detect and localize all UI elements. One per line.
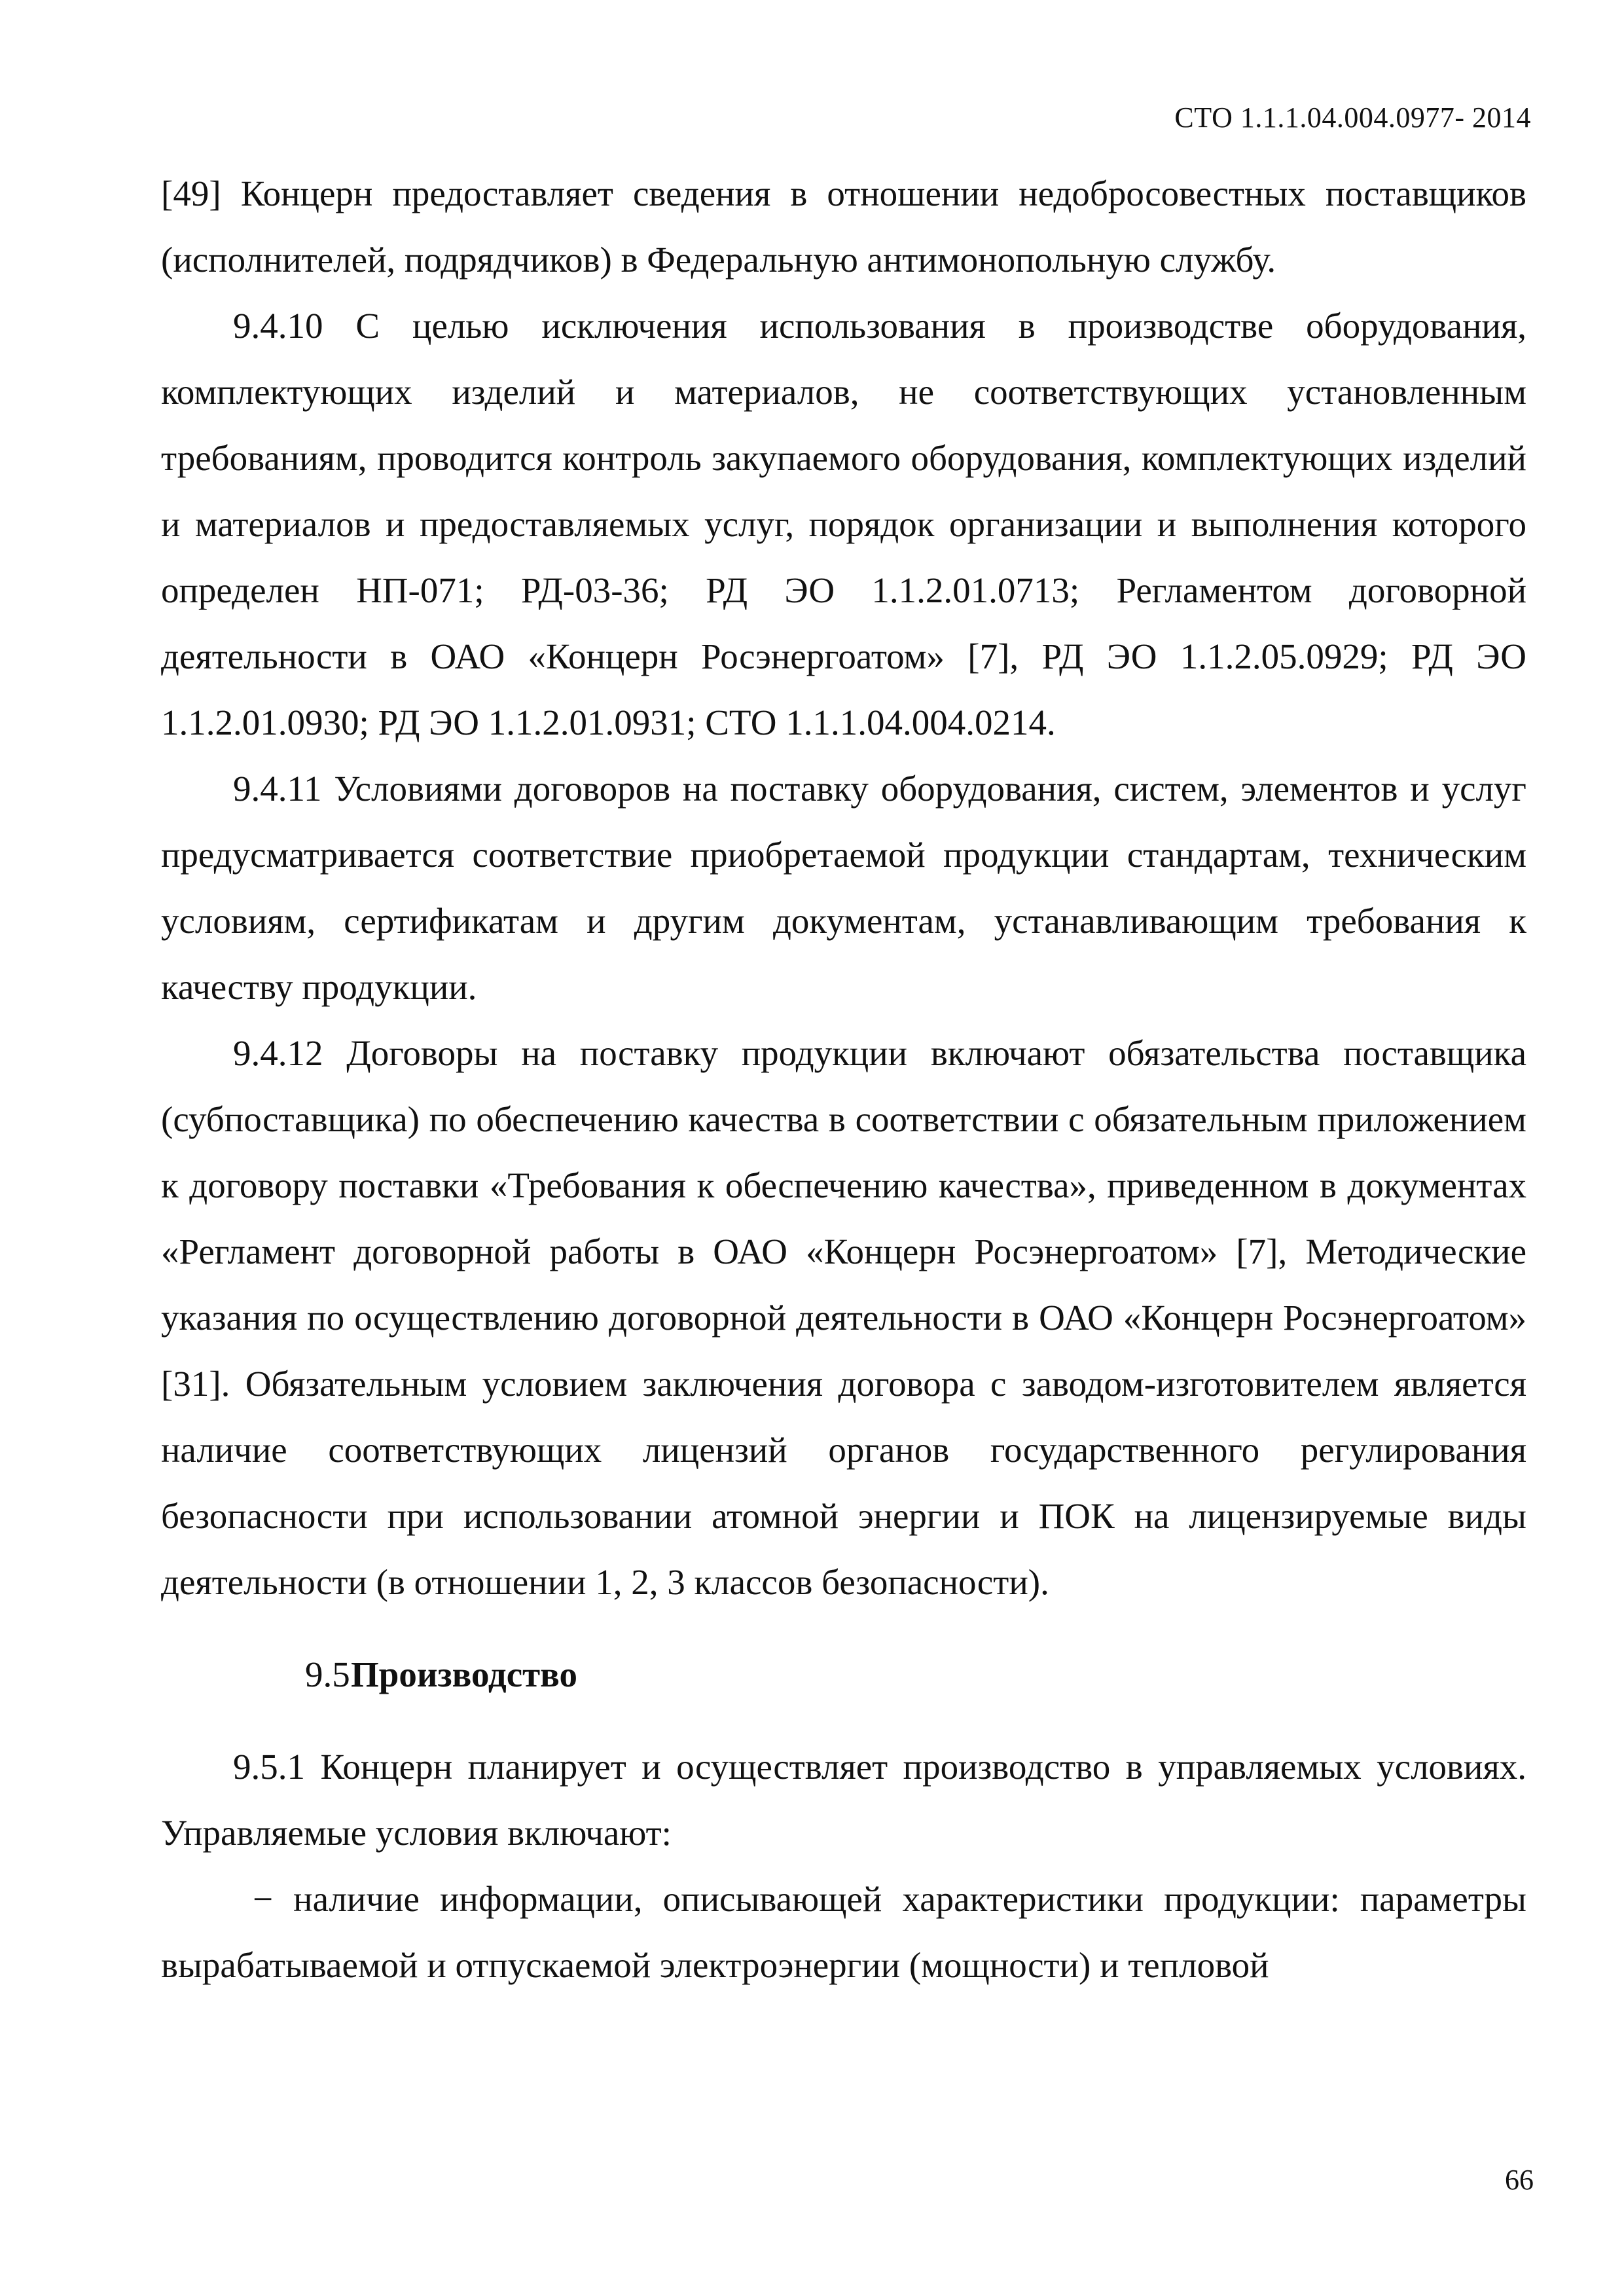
list-item: − наличие информации, описывающей характеристики продукции: параметры вырабатываемой и отпускаемой электроэнергии (мощности) и тепловой (161, 1879, 1526, 1985)
paragraph-49: [49] Концерн предоставляет сведения в отношении недобросовестных поставщиков (исполнителей, подрядчиков) в Федеральную антимонопольную службу. (161, 173, 1526, 280)
section-number: 9.5 (305, 1654, 350, 1694)
section-heading (161, 1641, 1526, 1707)
document-code: СТО 1.1.1.04.004.0977- 2014 (1174, 101, 1531, 134)
paragraph-9-4-11: 9.4.11 Условиями договоров на поставку оборудования, систем, элементов и услуг предусматривается соответствие приобретаемой продукции стандартам, техническим условиям, сертификатам и другим документам, устанавливающим требования к качеству продукции. (161, 769, 1526, 1007)
section-title: Производство (351, 1654, 577, 1694)
paragraph-9-5-1: 9.5.1 Концерн планирует и осуществляет производство в управляемых условиях. Управляемые условия включают: (161, 1747, 1526, 1853)
paragraph-9-4-10: 9.4.10 С целью исключения использования в производстве оборудования, комплектующих изделий и материалов, не соответствующих установленным требованиям, проводится контроль закупаемого оборудования, комплектующих изделий и материалов и предоставляемых услуг, порядок организации и выполнения которого определен НП-071; РД-03-36; РД ЭО 1.1.2.01.0713; Регламентом договорной деятельности в ОАО «Концерн Росэнергоатом» [7], РД ЭО 1.1.2.05.0929; РД ЭО 1.1.2.01.0930; РД ЭО 1.1.2.01.0931; СТО 1.1.1.04.004.0214. (161, 306, 1526, 742)
paragraph-9-4-12: 9.4.12 Договоры на поставку продукции включают обязательства поставщика (субпоставщика) по обеспечению качества в соответствии с обязательным приложением к договору поставки «Требования к обеспечению качества», приведенном в документах «Регламент договорной работы в ОАО «Концерн Росэнергоатом» [7], Методические указания по осуществлению договорной деятельности в ОАО «Концерн Росэнергоатом» [31]. Обязательным условием заключения договора с заводом-изготовителем является наличие соответствующих лицензий органов государственного регулирования безопасности при использовании атомной энергии и ПОК на лицензируемые виды деятельности (в отношении 1, 2, 3 классов безопасности). (161, 1033, 1526, 1602)
document-body (161, 160, 1526, 1998)
page-number: 66 (1505, 2164, 1534, 2196)
